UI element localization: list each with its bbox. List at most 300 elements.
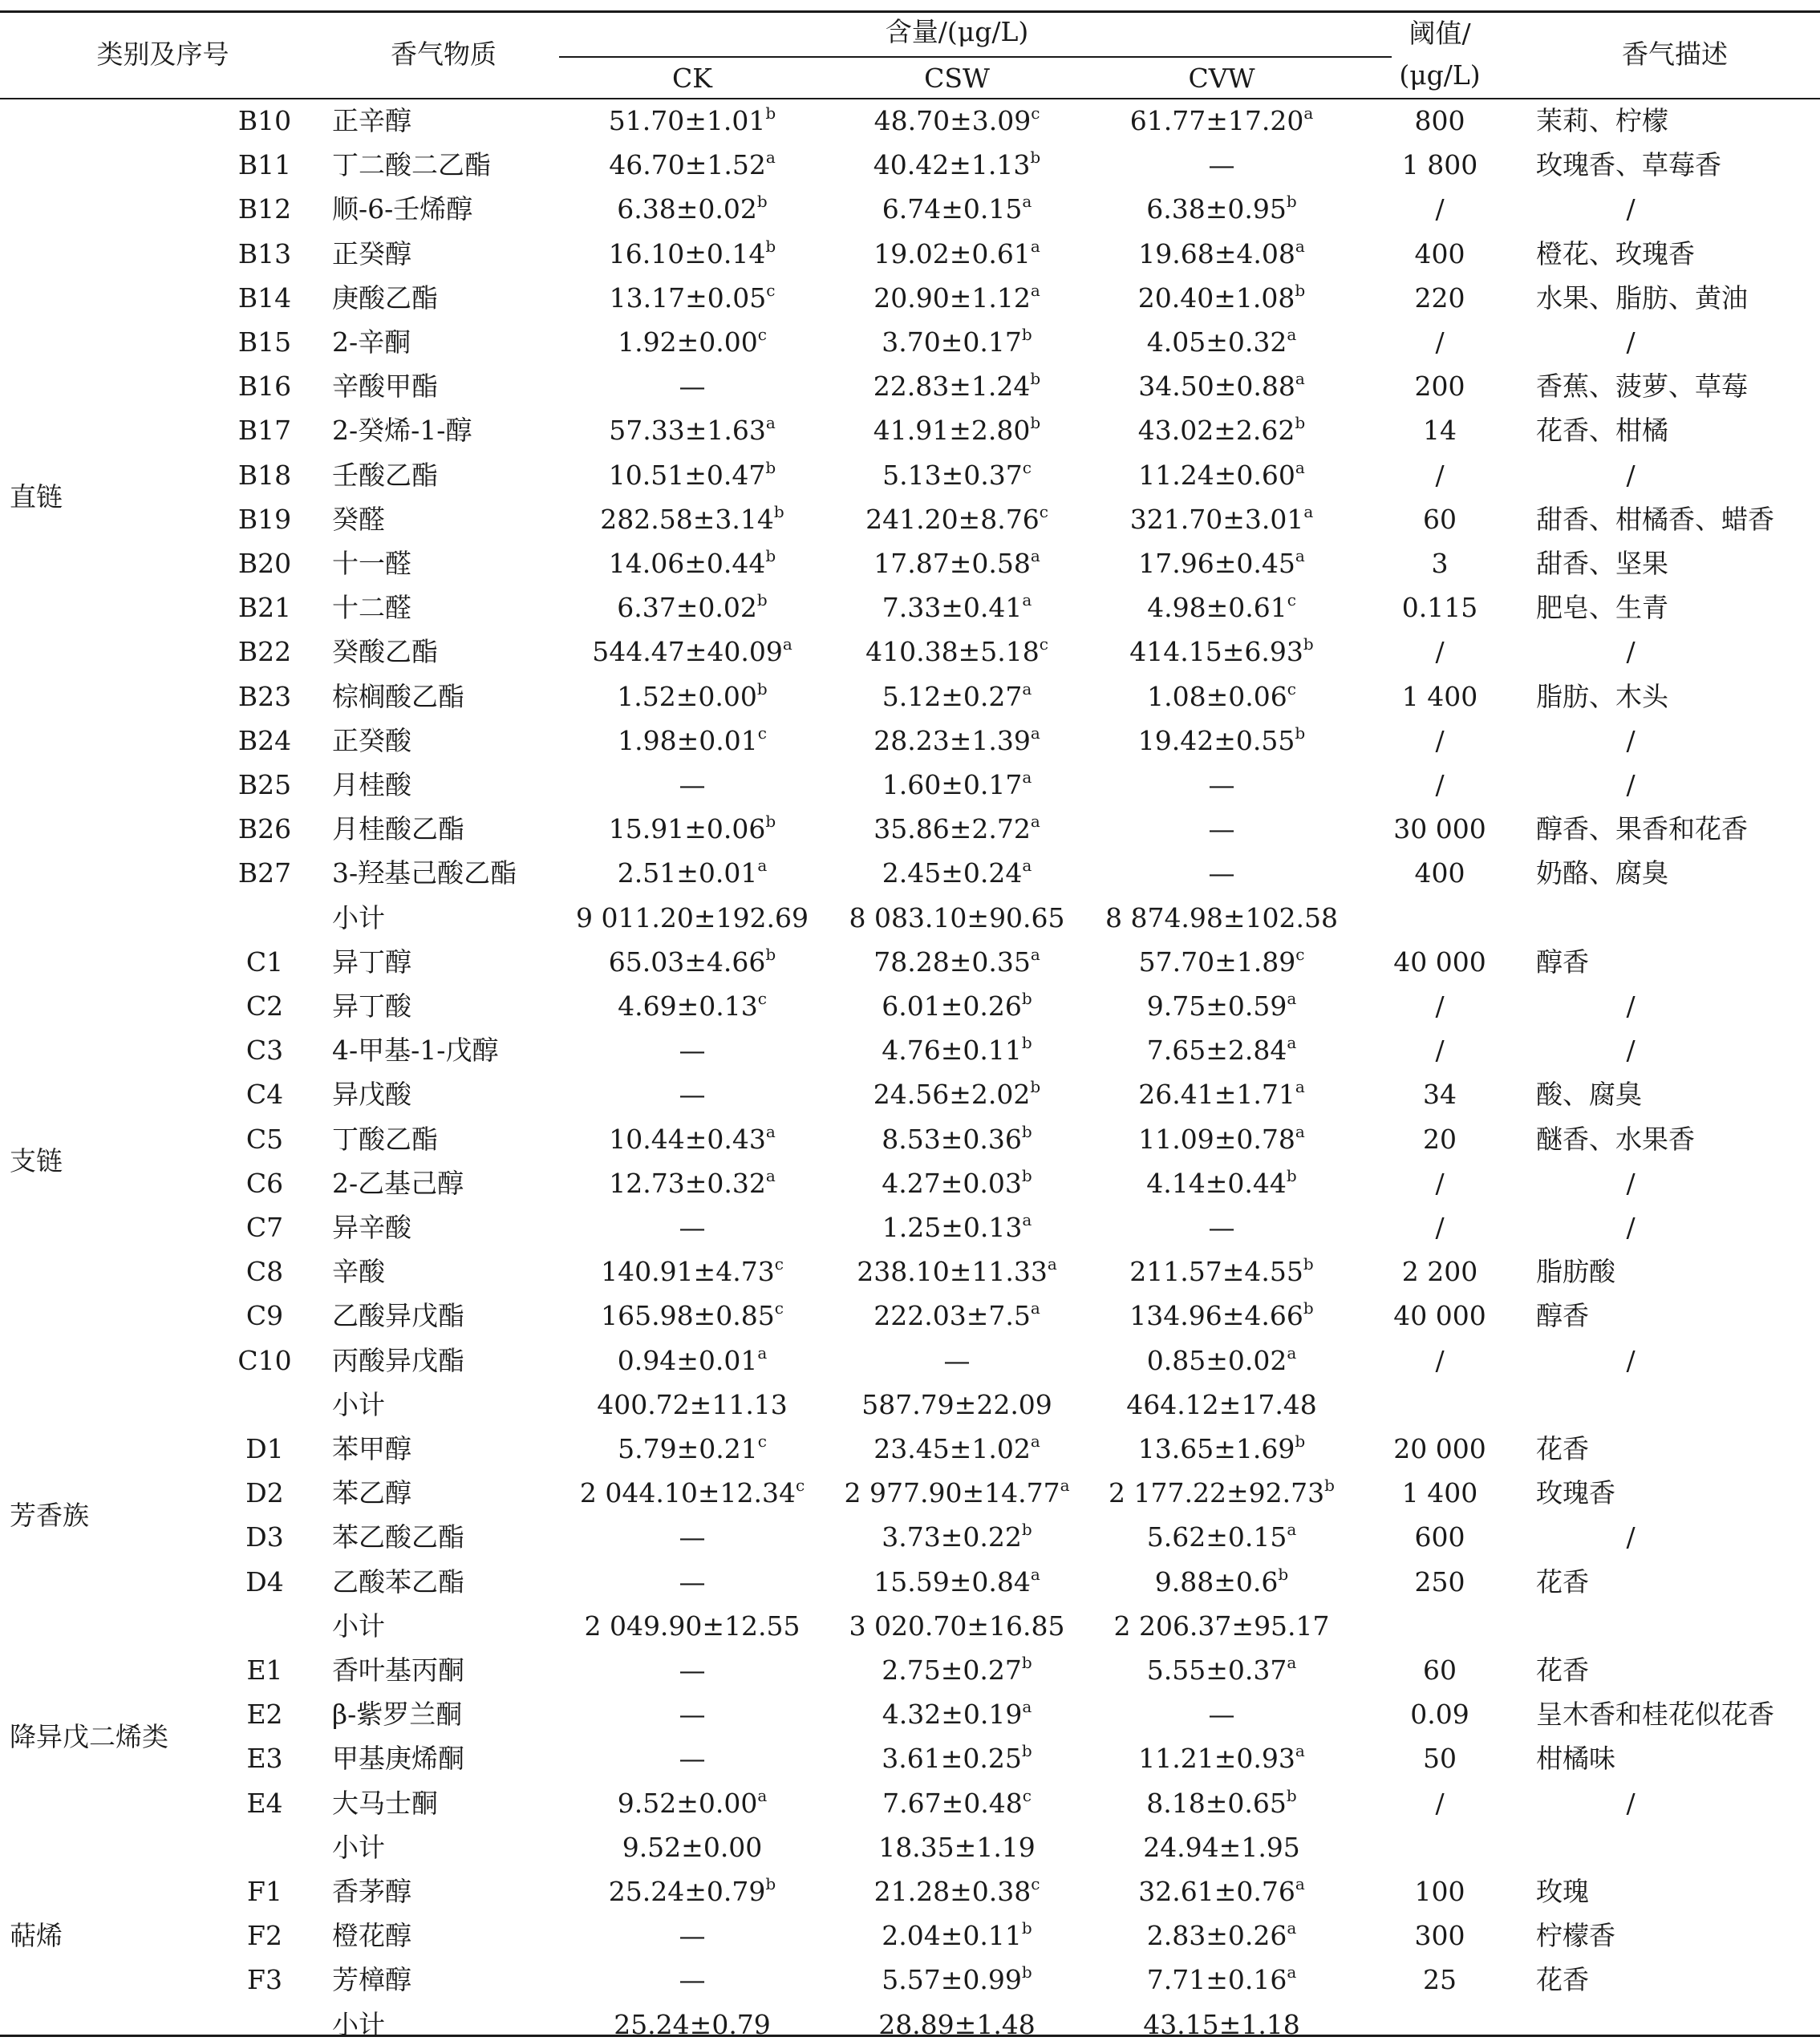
value-ck: 57.33±1.63$^a$	[609, 413, 776, 447]
significance-letter: c	[1039, 501, 1048, 521]
row-id: B13	[237, 237, 292, 269]
aroma-description: /	[1626, 990, 1636, 1022]
significance-letter: c	[1022, 1785, 1032, 1805]
value-csw: 15.59±0.84$^a$	[874, 1564, 1040, 1598]
value-csw: 20.90±1.12$^a$	[874, 280, 1040, 314]
significance-letter: a	[1295, 1741, 1305, 1761]
row-id: B19	[237, 503, 292, 535]
significance-letter: c	[1039, 634, 1048, 654]
significance-letter: c	[774, 1254, 784, 1274]
value-csw: 35.86±2.72$^a$	[874, 812, 1040, 845]
significance-letter: b	[1303, 1298, 1314, 1318]
value-cvw: 4.05±0.32$^a$	[1146, 325, 1297, 358]
significance-letter: c	[766, 280, 776, 300]
row-id: C10	[237, 1344, 292, 1376]
threshold: 20	[1423, 1123, 1457, 1155]
significance-letter: b	[1030, 369, 1041, 389]
significance-letter: b	[1021, 1033, 1032, 1053]
value-ck: —	[679, 1743, 706, 1775]
aroma-description: 呈木香和桂花似花香	[1536, 1699, 1774, 1731]
row-id: B12	[237, 193, 292, 225]
significance-letter: a	[1295, 457, 1305, 477]
significance-letter: b	[765, 944, 776, 964]
value-cvw: 57.70±1.89$^c$	[1138, 944, 1305, 978]
substance-name: 大马士酮	[332, 1787, 438, 1819]
significance-letter: a	[1022, 590, 1032, 610]
aroma-description: /	[1626, 326, 1636, 358]
value-ck: 544.47±40.09$^a$	[592, 634, 792, 668]
value-csw: 23.45±1.02$^a$	[874, 1432, 1040, 1464]
value-cvw: 19.42±0.55$^b$	[1137, 723, 1306, 756]
value-csw: 2.04±0.11$^b$	[882, 1918, 1032, 1952]
substance-name: 月桂酸	[332, 769, 411, 800]
significance-letter: b	[765, 812, 776, 832]
substance-name: 壬酸乙酯	[332, 459, 438, 491]
significance-letter: b	[1295, 723, 1306, 743]
value-cvw: 7.65±2.84$^a$	[1146, 1033, 1297, 1067]
threshold: 0.09	[1410, 1699, 1469, 1731]
significance-letter: b	[1286, 1165, 1297, 1185]
value-csw: 21.28±0.38$^c$	[874, 1874, 1040, 1907]
significance-letter: a	[757, 856, 768, 876]
substance-name: 丁二酸二乙酯	[332, 149, 491, 181]
threshold: 800	[1414, 105, 1465, 136]
row-id: C4	[245, 1079, 284, 1111]
value-cvw: 24.94±1.95	[1143, 1831, 1300, 1863]
header-content: 含量/(μg/L)	[885, 16, 1029, 47]
value-csw: 4.27±0.03$^b$	[882, 1165, 1032, 1199]
aroma-description: 柑橘味	[1536, 1743, 1615, 1775]
value-csw: 6.74±0.15$^a$	[882, 192, 1032, 225]
value-ck: 16.10±0.14$^b$	[608, 236, 776, 269]
value-cvw: 4.98±0.61$^c$	[1147, 590, 1296, 624]
threshold: 300	[1414, 1920, 1465, 1952]
significance-letter: b	[765, 457, 776, 477]
value-csw: 3 020.70±16.85	[849, 1610, 1065, 1642]
value-cvw: 13.65±1.69$^b$	[1137, 1432, 1306, 1464]
significance-letter: b	[765, 103, 776, 123]
significance-letter: b	[1295, 280, 1306, 300]
value-cvw: 5.55±0.37$^a$	[1146, 1653, 1297, 1686]
value-csw: 1.60±0.17$^a$	[882, 767, 1032, 800]
significance-letter: b	[1278, 1564, 1289, 1584]
significance-letter: b	[1303, 1254, 1314, 1274]
substance-name: β-紫罗兰酮	[332, 1699, 463, 1731]
value-cvw: —	[1208, 769, 1235, 800]
value-csw: 3.61±0.25$^b$	[882, 1741, 1032, 1775]
substance-name: 乙酸异戊酯	[332, 1300, 464, 1332]
value-ck: 1.52±0.00$^b$	[617, 678, 768, 712]
threshold: /	[1435, 724, 1445, 756]
row-id: F1	[247, 1876, 282, 1907]
significance-letter: c	[1287, 678, 1296, 699]
value-csw: 17.87±0.58$^a$	[874, 546, 1040, 579]
aroma-description: /	[1626, 1787, 1636, 1819]
threshold: 1 400	[1401, 680, 1478, 712]
aroma-description: 醇香	[1536, 1300, 1589, 1332]
significance-letter: a	[757, 1785, 768, 1805]
row-id: D4	[245, 1565, 284, 1598]
row-id: C5	[245, 1123, 284, 1155]
category-label: 芳香族	[10, 1499, 89, 1531]
substance-name: 异丁醇	[332, 946, 411, 978]
significance-letter: b	[1030, 148, 1041, 168]
value-csw: 5.13±0.37$^c$	[882, 457, 1032, 491]
value-ck: 1.98±0.01$^c$	[618, 723, 767, 756]
substance-name: 芳樟醇	[332, 1964, 411, 1996]
threshold: 34	[1423, 1079, 1457, 1111]
subtotal-label: 小计	[332, 2008, 385, 2040]
aroma-description: 花香	[1536, 1654, 1589, 1686]
substance-name: 2-癸烯-1-醇	[332, 415, 472, 447]
value-ck: 15.91±0.06$^b$	[608, 812, 776, 845]
row-id: D2	[245, 1477, 284, 1509]
subtotal-label: 小计	[332, 901, 385, 933]
aroma-description: 花香	[1536, 1964, 1589, 1996]
substance-name: 正癸醇	[332, 237, 411, 269]
significance-letter: b	[1295, 1432, 1306, 1451]
value-ck: 5.79±0.21$^c$	[618, 1432, 767, 1464]
value-csw: 6.01±0.26$^b$	[882, 989, 1032, 1022]
aroma-description: 甜香、坚果	[1536, 548, 1668, 579]
value-csw: 28.23±1.39$^a$	[874, 723, 1040, 756]
significance-letter: a	[765, 413, 776, 433]
significance-letter: a	[1030, 1298, 1040, 1318]
aroma-description: 橙花、玫瑰香	[1536, 237, 1695, 269]
value-ck: 400.72±11.13	[597, 1388, 788, 1420]
value-cvw: —	[1208, 813, 1235, 845]
row-id: D1	[245, 1433, 284, 1464]
substance-name: 月桂酸乙酯	[332, 813, 464, 845]
aroma-description: /	[1626, 1344, 1636, 1376]
value-cvw: 34.50±0.88$^a$	[1138, 369, 1305, 403]
significance-letter: a	[1030, 236, 1040, 256]
significance-letter: b	[765, 1874, 776, 1893]
significance-letter: c	[757, 989, 767, 1008]
substance-name: 丁酸乙酯	[332, 1123, 438, 1155]
threshold: 220	[1414, 281, 1465, 314]
row-id: E4	[246, 1787, 283, 1819]
significance-letter: a	[1287, 1033, 1297, 1053]
header-threshold-line2: (μg/L)	[1399, 59, 1481, 91]
threshold: /	[1435, 769, 1445, 800]
value-ck: 140.91±4.73$^c$	[601, 1254, 784, 1288]
significance-letter: b	[1021, 989, 1032, 1008]
value-csw: 7.67±0.48$^c$	[882, 1785, 1032, 1819]
threshold: 40 000	[1393, 1300, 1486, 1332]
substance-name: 乙酸苯乙酯	[332, 1565, 464, 1598]
substance-name: 正癸酸	[332, 724, 411, 756]
significance-letter: a	[782, 634, 792, 654]
value-cvw: 8.18±0.65$^b$	[1146, 1785, 1297, 1819]
significance-letter: b	[1021, 1741, 1032, 1761]
substance-name: 十一醛	[332, 548, 411, 579]
value-csw: 2 977.90±14.77$^a$	[844, 1476, 1070, 1509]
value-cvw: 2 177.22±92.73$^b$	[1109, 1476, 1335, 1509]
aroma-description: 花香	[1536, 1433, 1589, 1464]
aroma-description: 脂肪酸	[1536, 1256, 1615, 1288]
value-ck: —	[679, 1521, 706, 1553]
row-id: B26	[237, 813, 292, 845]
aroma-description: /	[1626, 193, 1636, 225]
threshold: 600	[1414, 1521, 1465, 1553]
header-substance: 香气物质	[391, 38, 497, 70]
value-csw: 41.91±2.80$^b$	[873, 413, 1041, 447]
value-ck: 10.44±0.43$^a$	[609, 1121, 776, 1155]
significance-letter: b	[1021, 325, 1032, 344]
value-cvw: 8 874.98±102.58	[1105, 901, 1339, 933]
value-ck: 0.94±0.01$^a$	[617, 1342, 768, 1376]
value-cvw: 19.68±4.08$^a$	[1138, 236, 1305, 269]
significance-letter: a	[1287, 325, 1297, 344]
value-ck: 9.52±0.00	[622, 1831, 763, 1863]
significance-letter: a	[765, 148, 776, 168]
significance-letter: a	[1022, 678, 1032, 699]
substance-name: 癸醛	[332, 503, 385, 535]
row-id: B20	[237, 548, 292, 579]
row-id: B17	[237, 415, 292, 447]
threshold: 1 800	[1401, 149, 1478, 181]
value-csw: 5.57±0.99$^b$	[882, 1962, 1032, 1996]
significance-letter: b	[756, 192, 768, 212]
value-ck: —	[679, 1699, 706, 1731]
significance-letter: a	[1022, 856, 1032, 876]
value-cvw: 0.85±0.02$^a$	[1146, 1342, 1297, 1376]
value-ck: 6.37±0.02$^b$	[617, 590, 768, 624]
subtotal-label: 小计	[332, 1831, 385, 1863]
value-ck: —	[679, 371, 706, 403]
value-csw: 8 083.10±90.65	[849, 901, 1065, 933]
substance-name: 3-羟基己酸乙酯	[332, 857, 517, 889]
threshold: 60	[1423, 503, 1457, 535]
row-id: B24	[237, 724, 292, 756]
significance-letter: c	[1022, 457, 1032, 477]
aroma-description: /	[1626, 459, 1636, 491]
threshold: 25	[1423, 1964, 1457, 1996]
substance-name: 顺-6-壬烯醇	[332, 193, 473, 225]
value-ck: —	[679, 1964, 706, 1996]
row-id: B18	[237, 459, 292, 491]
substance-name: 4-甲基-1-戊醇	[332, 1035, 499, 1067]
significance-letter: a	[1022, 1697, 1032, 1717]
value-cvw: —	[1208, 1212, 1235, 1243]
value-csw: 5.12±0.27$^a$	[882, 678, 1032, 712]
threshold: /	[1435, 1787, 1445, 1819]
threshold: 100	[1414, 1876, 1465, 1907]
aroma-description: 花香	[1536, 1565, 1589, 1598]
significance-letter: b	[1030, 413, 1041, 433]
value-ck: 165.98±0.85$^c$	[601, 1298, 784, 1332]
header-threshold-line1: 阈值/	[1409, 18, 1471, 49]
value-cvw: 26.41±1.71$^a$	[1138, 1077, 1305, 1111]
aroma-description: /	[1626, 1212, 1636, 1243]
substance-name: 棕榈酸乙酯	[332, 680, 464, 712]
row-id: B25	[237, 769, 292, 800]
value-csw: 28.89±1.48	[878, 2008, 1036, 2040]
value-ck: —	[679, 1920, 706, 1952]
substance-name: 丙酸异戊酯	[332, 1344, 464, 1376]
significance-letter: a	[757, 1342, 768, 1363]
threshold: /	[1435, 459, 1445, 491]
value-ck: 1.92±0.00$^c$	[618, 325, 767, 358]
value-cvw: 11.21±0.93$^a$	[1138, 1741, 1305, 1775]
value-csw: —	[943, 1344, 971, 1376]
value-ck: 2.51±0.01$^a$	[617, 856, 768, 889]
aroma-description: 玫瑰香	[1536, 1477, 1615, 1509]
threshold: 14	[1423, 415, 1457, 447]
value-cvw: 43.15±1.18	[1143, 2008, 1300, 2040]
value-ck: 2 044.10±12.34$^c$	[579, 1476, 805, 1509]
value-ck: 10.51±0.47$^b$	[608, 457, 776, 491]
header-description: 香气描述	[1622, 38, 1728, 70]
value-ck: 25.24±0.79	[614, 2008, 771, 2040]
significance-letter: b	[1021, 1520, 1032, 1540]
value-cvw: 11.24±0.60$^a$	[1138, 457, 1305, 491]
substance-name: 苯甲醇	[332, 1433, 411, 1464]
value-ck: 282.58±3.14$^b$	[600, 501, 784, 535]
significance-letter: b	[1324, 1476, 1335, 1496]
value-cvw: 17.96±0.45$^a$	[1138, 546, 1305, 579]
value-csw: 19.02±0.61$^a$	[874, 236, 1040, 269]
value-ck: —	[679, 1079, 706, 1111]
significance-letter: c	[795, 1476, 805, 1496]
value-cvw: 7.71±0.16$^a$	[1146, 1962, 1297, 1996]
header-csw: CSW	[924, 63, 990, 94]
value-csw: 18.35±1.19	[878, 1831, 1036, 1863]
value-csw: 2.75±0.27$^b$	[882, 1653, 1032, 1686]
row-id: B21	[237, 592, 292, 624]
substance-name: 2-乙基己醇	[332, 1167, 464, 1199]
value-csw: 410.38±5.18$^c$	[865, 634, 1048, 668]
value-cvw: 9.88±0.6$^b$	[1154, 1564, 1289, 1598]
value-ck: 14.06±0.44$^b$	[608, 546, 776, 579]
value-cvw: —	[1208, 1699, 1235, 1731]
value-ck: 46.70±1.52$^a$	[609, 148, 776, 181]
value-csw: 2.45±0.24$^a$	[882, 856, 1032, 889]
header-ck: CK	[672, 63, 712, 94]
row-id: B10	[237, 105, 292, 136]
aroma-description: 茉莉、柠檬	[1536, 105, 1668, 136]
significance-letter: b	[1286, 1785, 1297, 1805]
aroma-description: /	[1626, 769, 1636, 800]
significance-letter: a	[1287, 1962, 1297, 1982]
threshold: 50	[1423, 1743, 1457, 1775]
significance-letter: a	[1287, 1342, 1297, 1363]
significance-letter: c	[1031, 103, 1040, 123]
category-label: 直链	[10, 481, 63, 513]
value-csw: 587.79±22.09	[861, 1388, 1052, 1420]
row-id: C6	[245, 1167, 284, 1199]
value-cvw: 414.15±6.93$^b$	[1129, 634, 1314, 668]
value-csw: 238.10±11.33$^a$	[857, 1254, 1057, 1288]
substance-name: 苯乙醇	[332, 1477, 411, 1509]
aroma-description: /	[1626, 724, 1636, 756]
value-csw: 48.70±3.09$^c$	[874, 103, 1040, 136]
category-label: 降异戊二烯类	[10, 1720, 168, 1752]
significance-letter: a	[1022, 1210, 1032, 1229]
value-ck: 51.70±1.01$^b$	[608, 103, 776, 136]
substance-name: 癸酸乙酯	[332, 636, 438, 668]
value-cvw: 11.09±0.78$^a$	[1138, 1121, 1305, 1155]
value-ck: 9.52±0.00$^a$	[617, 1785, 768, 1819]
threshold: 1 400	[1401, 1477, 1478, 1509]
row-id: E1	[246, 1654, 283, 1686]
threshold: /	[1435, 1035, 1445, 1067]
value-ck: —	[679, 1035, 706, 1067]
substance-name: 香茅醇	[332, 1876, 411, 1907]
row-id: B14	[237, 281, 292, 314]
row-id: E2	[246, 1699, 283, 1731]
significance-letter: a	[1022, 192, 1032, 212]
header-bottom-rule	[0, 98, 1820, 99]
row-id: C9	[245, 1300, 284, 1332]
aroma-description: 甜香、柑橘香、蜡香	[1536, 503, 1774, 535]
value-csw: 3.70±0.17$^b$	[882, 325, 1032, 358]
significance-letter: a	[1295, 546, 1305, 565]
aroma-description: /	[1626, 1521, 1636, 1553]
substance-name: 橙花醇	[332, 1920, 411, 1952]
significance-letter: b	[1021, 1653, 1032, 1672]
significance-letter: b	[1021, 1165, 1032, 1185]
significance-letter: b	[1295, 413, 1306, 433]
substance-name: 香叶基丙酮	[332, 1654, 464, 1686]
significance-letter: b	[1021, 1962, 1032, 1982]
threshold: 30 000	[1393, 813, 1486, 845]
significance-letter: a	[1287, 989, 1297, 1008]
significance-letter: a	[1287, 1918, 1297, 1938]
subtotal-label: 小计	[332, 1610, 385, 1642]
row-id: C7	[245, 1212, 284, 1243]
category-label: 支链	[10, 1145, 63, 1177]
value-cvw: 5.62±0.15$^a$	[1146, 1520, 1297, 1553]
substance-name: 庚酸乙酯	[332, 281, 438, 314]
value-ck: —	[679, 1565, 706, 1598]
value-ck: —	[679, 1212, 706, 1243]
value-csw: 241.20±8.76$^c$	[865, 501, 1048, 535]
significance-letter: c	[757, 723, 767, 743]
significance-letter: a	[1295, 1077, 1305, 1097]
aroma-description: 醇香	[1536, 946, 1589, 978]
threshold: 60	[1423, 1654, 1457, 1686]
value-csw: 22.83±1.24$^b$	[873, 369, 1041, 403]
significance-letter: a	[1287, 1520, 1297, 1540]
threshold: 40 000	[1393, 946, 1486, 978]
threshold: /	[1435, 326, 1445, 358]
significance-letter: b	[1030, 1077, 1041, 1097]
value-ck: 9 011.20±192.69	[575, 901, 809, 933]
significance-letter: c	[774, 1298, 784, 1318]
significance-letter: a	[1030, 723, 1040, 743]
aroma-description: 柠檬香	[1536, 1920, 1615, 1952]
value-csw: 4.32±0.19$^a$	[882, 1697, 1032, 1731]
value-ck: 6.38±0.02$^b$	[617, 192, 768, 225]
significance-letter: a	[1047, 1254, 1057, 1274]
significance-letter: a	[765, 1165, 776, 1185]
value-ck: 25.24±0.79$^b$	[608, 1874, 776, 1907]
significance-letter: a	[1022, 767, 1032, 787]
aroma-description: 醚香、水果香	[1536, 1123, 1695, 1155]
significance-letter: b	[1021, 1121, 1032, 1141]
significance-letter: a	[1030, 1432, 1040, 1451]
threshold: /	[1435, 193, 1445, 225]
significance-letter: a	[1303, 103, 1314, 123]
significance-letter: c	[757, 325, 767, 344]
value-cvw: 211.57±4.55$^b$	[1129, 1254, 1314, 1288]
row-id: B27	[237, 857, 292, 889]
value-cvw: 4.14±0.44$^b$	[1146, 1165, 1297, 1199]
significance-letter: a	[1303, 501, 1314, 521]
significance-letter: c	[757, 1432, 767, 1451]
